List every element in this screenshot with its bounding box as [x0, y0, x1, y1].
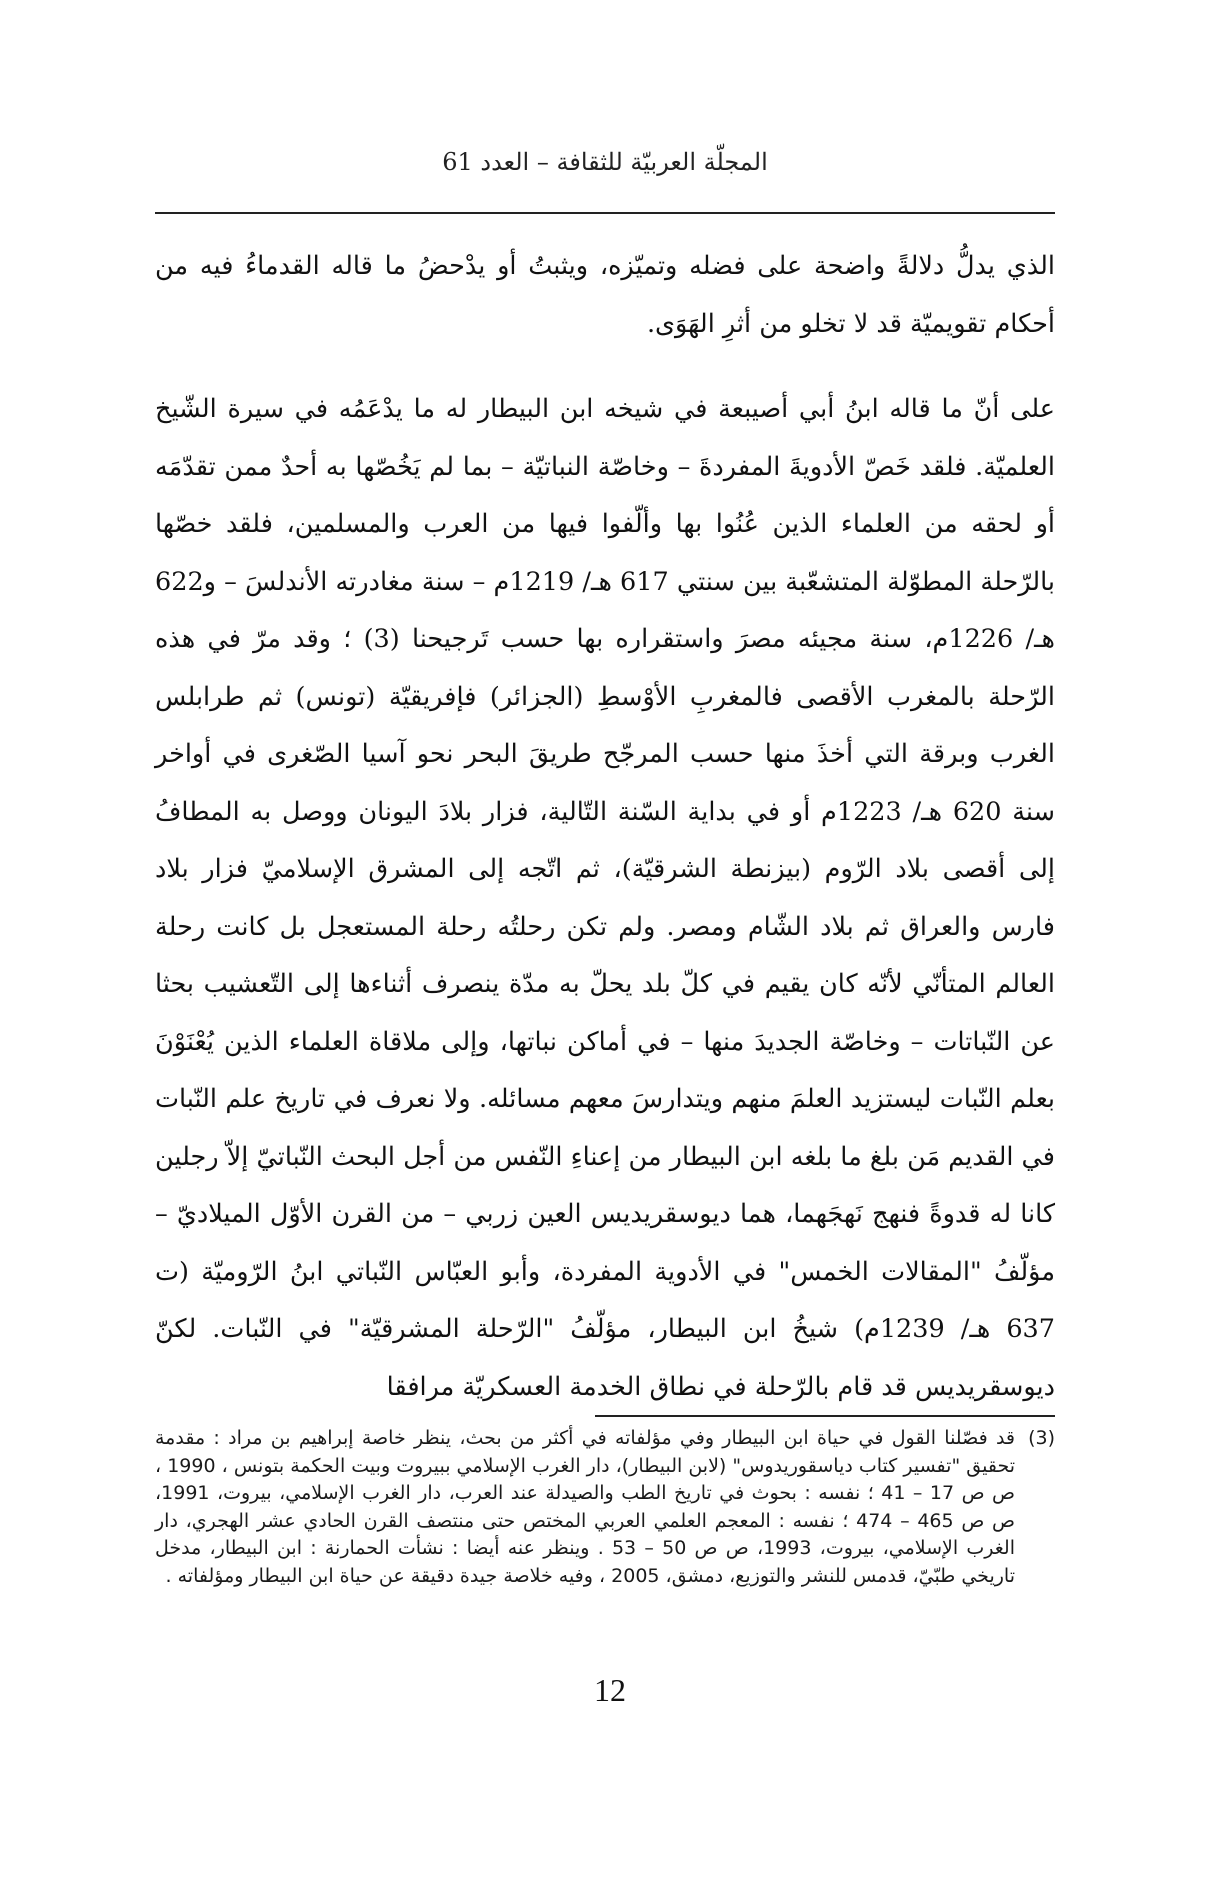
main-text — [155, 238, 1055, 1416]
header-divider — [155, 212, 1055, 214]
running-header: المجلّة العربيّة للثقافة – العدد 61 — [442, 148, 768, 176]
footnote-divider — [595, 1415, 1055, 1417]
footnote-marker: (3) — [1028, 1427, 1055, 1449]
paragraph: على أنّ ما قاله ابنُ أبي أصيبعة في شيخه ابن البيطار له ما يدْعَمُه في سيرة الشّيخ العلميّة. فلقد خَصّ الأدويةَ المفردةَ – وخاصّة النباتيّة – بما لم يَخُصّها به أحدٌ ممن تقدّمَه أو لحقه من العلماء الذين عُنُوا بها وألّفوا فيها من العرب والمسلمين، فلقد خصّها بالرّحلة المطوّلة المتشعّبة بين سنتي 617 هـ/ 1219م – سنة مغادرته الأندلسَ – و622 هـ/ 1226م، سنة مجيئه مصرَ واستقراره بها حسب تَرجيحنا (3) ؛ وقد مرّ في هذه الرّحلة بالمغرب الأقصى فالمغربِ الأوْسطِ (الجزائر) فإفريقيّة (تونس) ثم طرابلس الغرب وبرقة التي أخذَ منها حسب المرجّح طريقَ البحر نحو آسيا الصّغرى في أواخر سنة 620 هـ/ 1223م أو في بداية السّنة التّالية، فزار بلادَ اليونان ووصل به المطافُ إلى أقصى بلاد الرّوم (بيزنطة الشرقيّة)، ثم اتّجه إلى المشرق الإسلاميّ فزار بلاد فارس والعراق ثم بلاد الشّام ومصر. ولم تكن رحلتُه رحلة المستعجل بل كانت رحلة العالم المتأنّي لأنّه كان يقيم في كلّ بلد يحلّ به مدّة ينصرف أثناءها إلى التّعشيب بحثا عن النّباتات – وخاصّة الجديدَ منها – في أماكن نباتها، وإلى ملاقاة العلماء الذين يُعْنَوْنَ بعلم النّبات ليستزيد العلمَ منهم ويتدارسَ معهم مسائله. ولا نعرف في تاريخ علم النّبات في القديم مَن بلغ ما بلغه ابن البيطار من إعناءِ النّفس من أجل البحث النّباتيّ إلاّ رجلين كانا له قدوةً فنهج نَهجَهما، هما ديوسقريديس العين زربي – من القرن الأوّل الميلاديّ – مؤلّفُ "المقالات الخمس" في الأدوية المفردة، وأبو العبّاس النّباتي ابنُ الرّوميّة (ت 637 هـ/ 1239م) شيخُ ابن البيطار، مؤلّفُ "الرّحلة المشرقيّة" في النّبات. لكنّ ديوسقريديس قد قام بالرّحلة في نطاق الخدمة العسكريّة مرافقا — [155, 394, 1056, 1402]
footnote — [155, 1425, 1055, 1590]
page-number: 12 — [594, 1672, 626, 1708]
footnote-text: قد فصّلنا القول في حياة ابن البيطار وفي مؤلفاته في أكثر من بحث، ينظر خاصة إبراهيم بن مراد : مقدمة تحقيق "تفسير كتاب دياسقوريدوس" (لابن البيطار)، دار الغرب الإسلامي ببيروت وبيت الحكمة بتونس ، 1990 ، ص ص 17 – 41 ؛ نفسه : بحوث في تاريخ الطب والصيدلة عند العرب، دار الغرب الإسلامي، بيروت، 1991، ص ص 465 – 474 ؛ نفسه : المعجم العلمي العربي المختص حتى منتصف القرن الحادي عشر الهجري، دار الغرب الإسلامي، بيروت، 1993، ص ص 50 – 53 . وينظر عنه أيضا : نشأت الحمارنة : ابن البيطار، مدخل تاريخي طبّيّ، قدمس للنشر والتوزيع، دمشق، 2005 ، وفيه خلاصة جيدة دقيقة عن حياة ابن البيطار ومؤلفاته . — [155, 1427, 1016, 1587]
paragraph: الذي يدلُّ دلالةً واضحة على فضله وتميّزه، ويثبتُ أو يدْحضُ ما قاله القدماءُ فيه من أحكام تقويميّة قد لا تخلو من أثرِ الهَوَى. — [155, 251, 1055, 339]
